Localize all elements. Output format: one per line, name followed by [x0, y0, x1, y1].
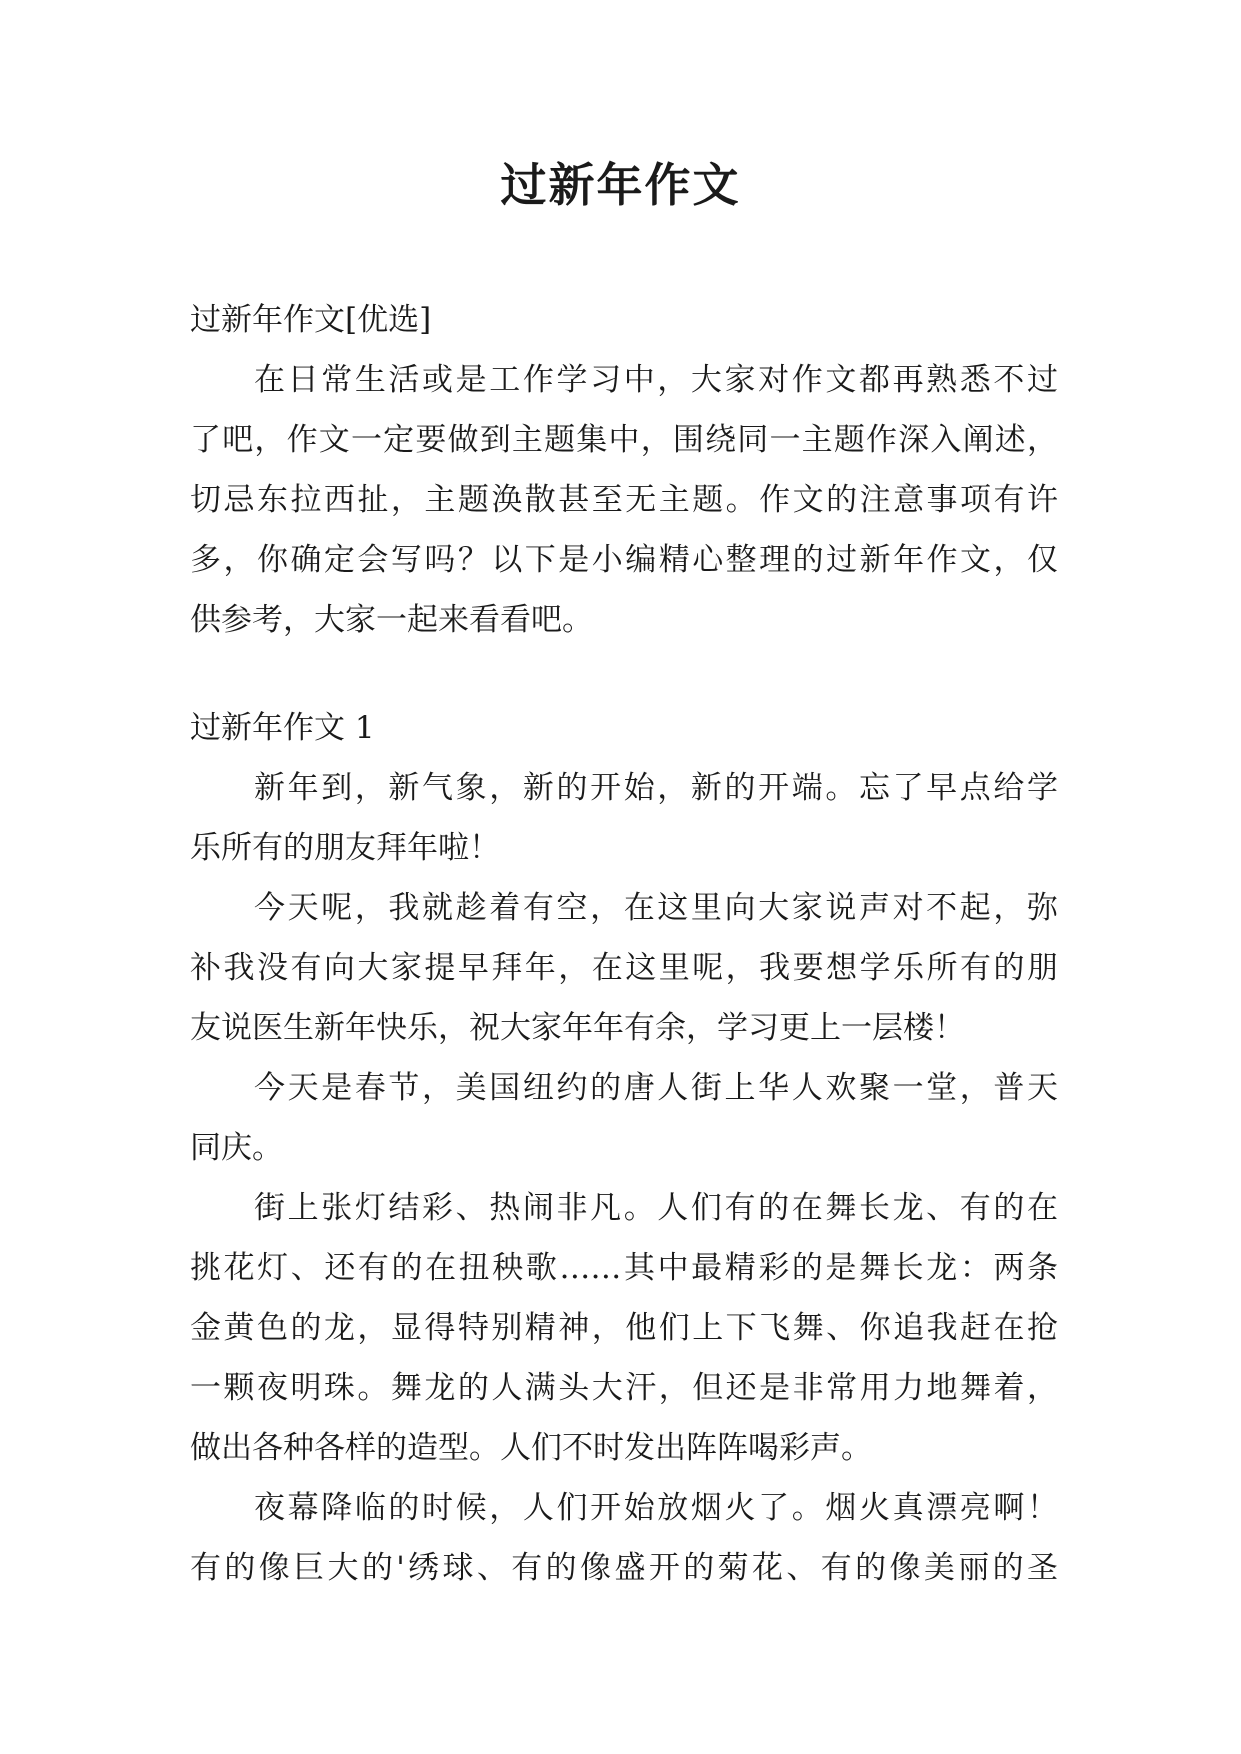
paragraph-line: 今天呢，我就趁着有空，在这里向大家说声对不起，弥: [254, 890, 1058, 926]
paragraph-2: [190, 878, 1058, 1058]
intro-heading: 过新年作文[优选]: [190, 302, 432, 338]
paragraph-line: 乐所有的朋友拜年啦！: [190, 830, 500, 866]
paragraph-line: 补我没有向大家提早拜年，在这里呢，我要想学乐所有的朋: [190, 950, 1058, 986]
intro-line: 在日常生活或是工作学习中，大家对作文都再熟悉不过: [254, 362, 1058, 398]
intro-line: 供参考，大家一起来看看吧。: [190, 602, 593, 638]
intro-line: 切忌东拉西扯，主题涣散甚至无主题。作文的注意事项有许: [190, 482, 1058, 518]
paragraph-line: 金黄色的龙，显得特别精神，他们上下飞舞、你追我赶在抢: [190, 1310, 1058, 1346]
document-body: [190, 290, 1058, 1598]
document-title: 过新年作文: [500, 158, 741, 212]
paragraph-line: 一颗夜明珠。舞龙的人满头大汗，但还是非常用力地舞着，: [190, 1370, 1058, 1406]
paragraph-5: [190, 1478, 1058, 1598]
paragraph-line: 夜幕降临的时候，人们开始放烟火了。烟火真漂亮啊！: [254, 1490, 1058, 1526]
paragraph-3: [190, 1058, 1058, 1178]
paragraph-line: 新年到，新气象，新的开始，新的开端。忘了早点给学: [254, 770, 1058, 806]
paragraph-line: 做出各种各样的造型。人们不时发出阵阵喝彩声。: [190, 1430, 872, 1466]
section-heading: 过新年作文 1: [190, 710, 375, 746]
intro-line: 了吧，作文一定要做到主题集中，围绕同一主题作深入阐述，: [190, 422, 1058, 458]
paragraph-1: [190, 758, 1058, 878]
intro-line: 多，你确定会写吗？以下是小编精心整理的过新年作文，仅: [190, 542, 1058, 578]
intro-paragraph: [190, 350, 1058, 650]
paragraph-line: 有的像巨大的'绣球、有的像盛开的菊花、有的像美丽的圣: [190, 1550, 1058, 1586]
paragraph-line: 同庆。: [190, 1130, 283, 1166]
section-gap: [190, 650, 1058, 698]
paragraph-line: 今天是春节，美国纽约的唐人街上华人欢聚一堂，普天: [254, 1070, 1058, 1106]
paragraph-4: [190, 1178, 1058, 1478]
paragraph-line: 挑花灯、还有的在扭秧歌……其中最精彩的是舞长龙：两条: [190, 1250, 1058, 1286]
paragraph-line: 街上张灯结彩、热闹非凡。人们有的在舞长龙、有的在: [254, 1190, 1058, 1226]
paragraph-line: 友说医生新年快乐，祝大家年年有余，学习更上一层楼！: [190, 1010, 965, 1046]
